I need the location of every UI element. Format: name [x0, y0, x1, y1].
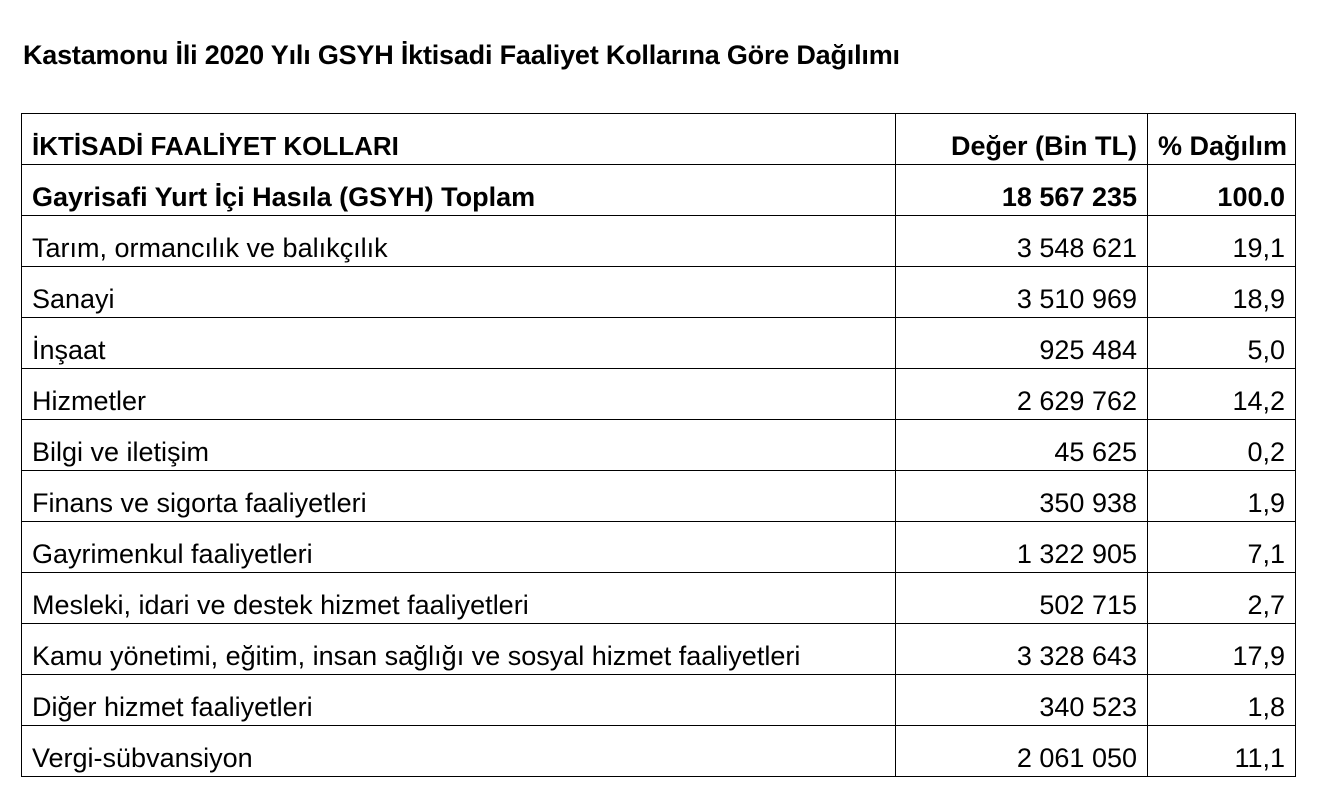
table-row [22, 318, 1296, 369]
row-sector: Diğer hizmet faaliyetleri [22, 675, 896, 726]
row-share: 17,9 [1148, 624, 1296, 675]
table-row [22, 522, 1296, 573]
page-title: Kastamonu İli 2020 Yılı GSYH İktisadi Faaliyet Kollarına Göre Dağılımı [23, 40, 900, 70]
row-share: 7,1 [1148, 522, 1296, 573]
table-header-row [22, 114, 1296, 165]
row-sector: Mesleki, idari ve destek hizmet faaliyetleri [22, 573, 896, 624]
total-value: 18 567 235 [896, 165, 1148, 216]
row-sector: Hizmetler [22, 369, 896, 420]
header-sector: İKTİSADİ FAALİYET KOLLARI [22, 114, 896, 165]
table-row [22, 471, 1296, 522]
row-value: 925 484 [896, 318, 1148, 369]
table-row [22, 675, 1296, 726]
row-value: 2 629 762 [896, 369, 1148, 420]
table-row [22, 726, 1296, 777]
row-value: 45 625 [896, 420, 1148, 471]
row-value: 340 523 [896, 675, 1148, 726]
row-sector: Bilgi ve iletişim [22, 420, 896, 471]
header-value: Değer (Bin TL) [896, 114, 1148, 165]
table-row [22, 267, 1296, 318]
row-sector: Vergi-sübvansiyon [22, 726, 896, 777]
gdp-table [21, 113, 1296, 777]
total-row [22, 165, 1296, 216]
total-share: 100.0 [1148, 165, 1296, 216]
row-share: 2,7 [1148, 573, 1296, 624]
row-value: 3 548 621 [896, 216, 1148, 267]
row-share: 14,2 [1148, 369, 1296, 420]
row-sector: Finans ve sigorta faaliyetleri [22, 471, 896, 522]
row-sector: İnşaat [22, 318, 896, 369]
table-row [22, 624, 1296, 675]
table-body [22, 114, 1296, 777]
row-share: 1,9 [1148, 471, 1296, 522]
row-share: 0,2 [1148, 420, 1296, 471]
row-value: 350 938 [896, 471, 1148, 522]
row-value: 2 061 050 [896, 726, 1148, 777]
row-share: 18,9 [1148, 267, 1296, 318]
header-share: % Dağılım [1148, 114, 1296, 165]
table-row [22, 369, 1296, 420]
row-sector: Tarım, ormancılık ve balıkçılık [22, 216, 896, 267]
row-value: 3 328 643 [896, 624, 1148, 675]
row-sector: Kamu yönetimi, eğitim, insan sağlığı ve sosyal hizmet faaliyetleri [22, 624, 896, 675]
row-share: 1,8 [1148, 675, 1296, 726]
row-sector: Gayrimenkul faaliyetleri [22, 522, 896, 573]
row-value: 3 510 969 [896, 267, 1148, 318]
row-share: 11,1 [1148, 726, 1296, 777]
row-share: 5,0 [1148, 318, 1296, 369]
row-share: 19,1 [1148, 216, 1296, 267]
row-value: 1 322 905 [896, 522, 1148, 573]
table-row [22, 420, 1296, 471]
total-sector: Gayrisafi Yurt İçi Hasıla (GSYH) Toplam [22, 165, 896, 216]
table-row [22, 573, 1296, 624]
table-row [22, 216, 1296, 267]
row-sector: Sanayi [22, 267, 896, 318]
row-value: 502 715 [896, 573, 1148, 624]
